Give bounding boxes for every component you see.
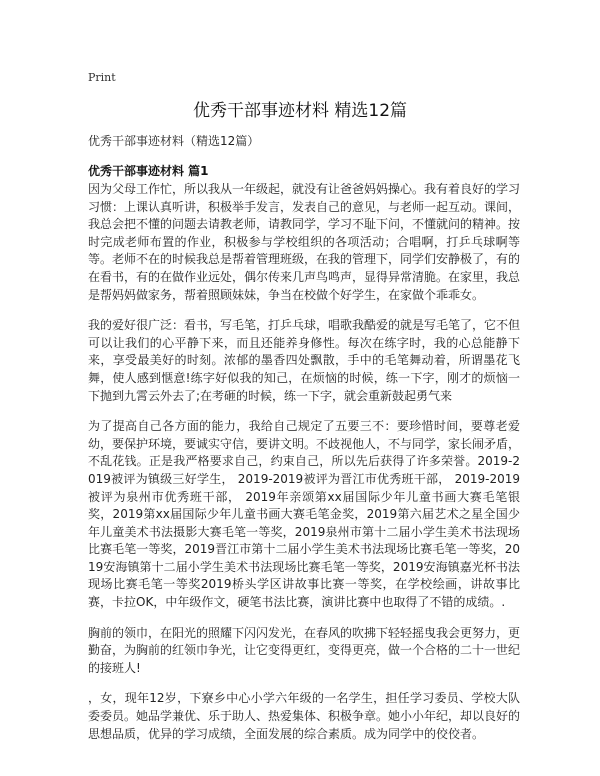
document-title: 优秀干部事迹材料 精选12篇 <box>192 101 408 121</box>
paragraph-2: 我的爱好很广泛：看书，写毛笔，打乒乓球，唱歌我酷爱的就是写毛笔了，它不但可以让我们的心平静下来，而且还能养身修性。每次在练字时，我的心总能静下来，享受最美好的时刻。浓郁的墨香四处飘散，手中的毛笔舞动着，所谓墨花飞舞，使人感到惬意!练字好似我的知己，在烦恼的时候，练一下字，刚才的烦恼一下抛到九霄云外去了;在考砸的时候，练一下字，就会重新鼓起勇气来 <box>88 318 521 403</box>
section-heading: 优秀干部事迹材料 篇1 <box>88 164 209 178</box>
paragraph-5: ，女，现年12岁，下寮乡中心小学六年级的一名学生，担任学习委员、学校大队委委员。她品学兼优、乐于助人、热爱集体、积极争章。她小小年纪，却以良好的思想品质，优异的学习成绩，全面发展的综合素质。成为同学中的佼佼者。 <box>88 691 521 741</box>
article-body <box>88 181 520 756</box>
paragraph-1: 因为父母工作忙，所以我从一年级起，就没有让爸爸妈妈操心。我有着良好的学习习惯：上课认真听讲，积极举手发言，发表自己的意见，与老师一起互动。课间，我总会把不懂的问题去请教老师，请教同学，学习不耻下问，不懂就问的精神。按时完成老师布置的作业，积极参与学校组织的各项活动；合唱啊，打乒乓球啊等等。老师不在的时候我总是帮着管理班级，在我的管理下，同学们安静极了，有的在看书，有的在做作业远处，偶尔传来几声鸟鸣声，显得异常清脆。在家里，我总是帮妈妈做家务，帮着照顾妹妹，争当在校做个好学生，在家做个乖乖女。 <box>88 182 521 302</box>
paragraph-3: 为了提高自己各方面的能力，我给自己规定了五要三不：要珍惜时间，要尊老爱幼，要保护环境，要诚实守信，要讲文明。不歧视他人，不与同学，家长闹矛盾，不乱花钱。正是我严格要求自己，约束自己，所以先后获得了许多荣誉。2019-2019被评为镇级三好学生， 2019-2019被评为晋江市优秀班干部， 2019-2019被评为泉州市优秀班干部， 2019年亲颂第xx届国际少年儿童书画大赛毛笔银奖，2019第xx届国际少年儿童书画大赛毛笔金奖，2019第六届艺术之星全国少年儿童美术书法摄影大赛毛笔一等奖，2019泉州市第十二届小学生美术书法现场比赛毛笔一等奖，2019晋江市第十二届小学生美术书法现场比赛毛笔一等奖，2019安海镇第十二届小学生美术书法现场比赛毛笔一等奖，2019安海镇嘉光杯书法现场比赛毛笔一等奖2019桥头学区讲故事比赛一等奖，在学校绘画，讲故事比赛，卡拉OK，中年级作文，硬笔书法比赛，演讲比赛中也取得了不错的成绩。. <box>88 419 521 610</box>
print-label[interactable]: Print <box>88 71 116 84</box>
document-subtitle: 优秀干部事迹材料（精选12篇） <box>88 134 260 148</box>
paragraph-4: 胸前的领巾，在阳光的照耀下闪闪发光，在春风的吹拂下轻轻摇曳我会更努力，更勤奋，为胸前的红领巾争光，让它变得更红，变得更亮，做一个合格的二十一世纪的接班人! <box>88 625 521 675</box>
